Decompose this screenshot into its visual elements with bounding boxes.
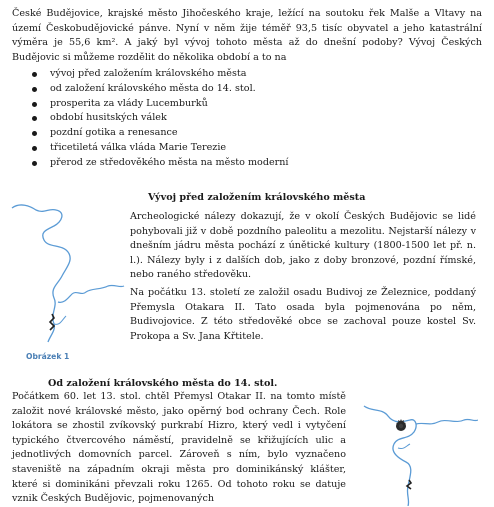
list-item: prosperita za vlády Lucemburků <box>30 97 450 112</box>
figure-caption: Obrázek 1 <box>26 352 70 361</box>
period-list <box>30 67 450 171</box>
list-item: období husitských válek <box>30 111 450 126</box>
river-map-figure <box>358 396 478 506</box>
river-line <box>364 406 416 506</box>
list-item: pozdní gotika a renesance <box>30 126 450 141</box>
list-item: od založení královského města do 14. stol. <box>30 82 450 97</box>
list-item: třicetiletá válka vláda Marie Terezie <box>30 141 450 156</box>
section-paragraph: Archeologické nálezy dokazují, že v okolí Českých Budějovic se lidé pohybovali již v době pozdního paleolitu a mezolitu. Nejstarší nálezy v dnešním jádru města pochází z únětické kultury (1800-1500 let př. n. l.). Nálezy byly i z dalších dob, jako z doby bronzové, pozdní římské, nebo raného středověku. <box>130 211 476 281</box>
section-paragraph: Na počátku 13. století ze založil osadu Budivoj ze Železnice, poddaný Přemysla Otakara II. Tato osada byla pojmenována po něm, Budivojovice. Z této středověké obce se zachoval pouze kostel Sv. Prokopa a Sv. Jana Křtitele. <box>130 287 476 342</box>
list-item: přerod ze středověkého města na město moderní <box>30 156 450 171</box>
section-heading: Od založení královského města do 14. stol. <box>48 378 278 389</box>
river-branch-line <box>398 444 410 449</box>
river-branch-line <box>416 419 478 424</box>
river-branch-line <box>58 285 124 302</box>
section-paragraph: Počátkem 60. let 13. stol. chtěl Přemysl Otakar II. na tomto místě založit nové královské město, jako opěrný bod ochrany Čech. Role lokátora se zhostil zvíkovský purkrabí Hizro, který vedl i vytyčení typického čtvercového náměstí, pravidelně se křižujících ulic a jednotlivých domovních parcel. Zároveň s ním, bylo vyznačeno staveniště na západním okraji města pro dominikánský klášter, které si dominikáni převzali roku 1265. Od tohoto roku se datuje vznik Českých Budějovic, pojmenovaných <box>12 391 346 505</box>
section-heading: Vývoj před založením královského města <box>148 192 366 203</box>
list-item: vývoj před založením královského města <box>30 67 450 82</box>
intro-paragraph: České Budějovice, krajské město Jihočeského kraje, ležící na soutoku řek Malše a Vltavy na území Českobudějovické pánve. Nyní v něm žije téměř 93,5 tisíc obyvatel a jeho katastrální výměra je 55,6 km². A jaký byl vývoj tohoto města až do dnešní podoby? Vývoj Českých Budějovic si můžeme rozdělit do několika období a to na <box>12 8 482 63</box>
river-map-figure <box>10 192 126 352</box>
river-branch-line <box>54 316 66 324</box>
